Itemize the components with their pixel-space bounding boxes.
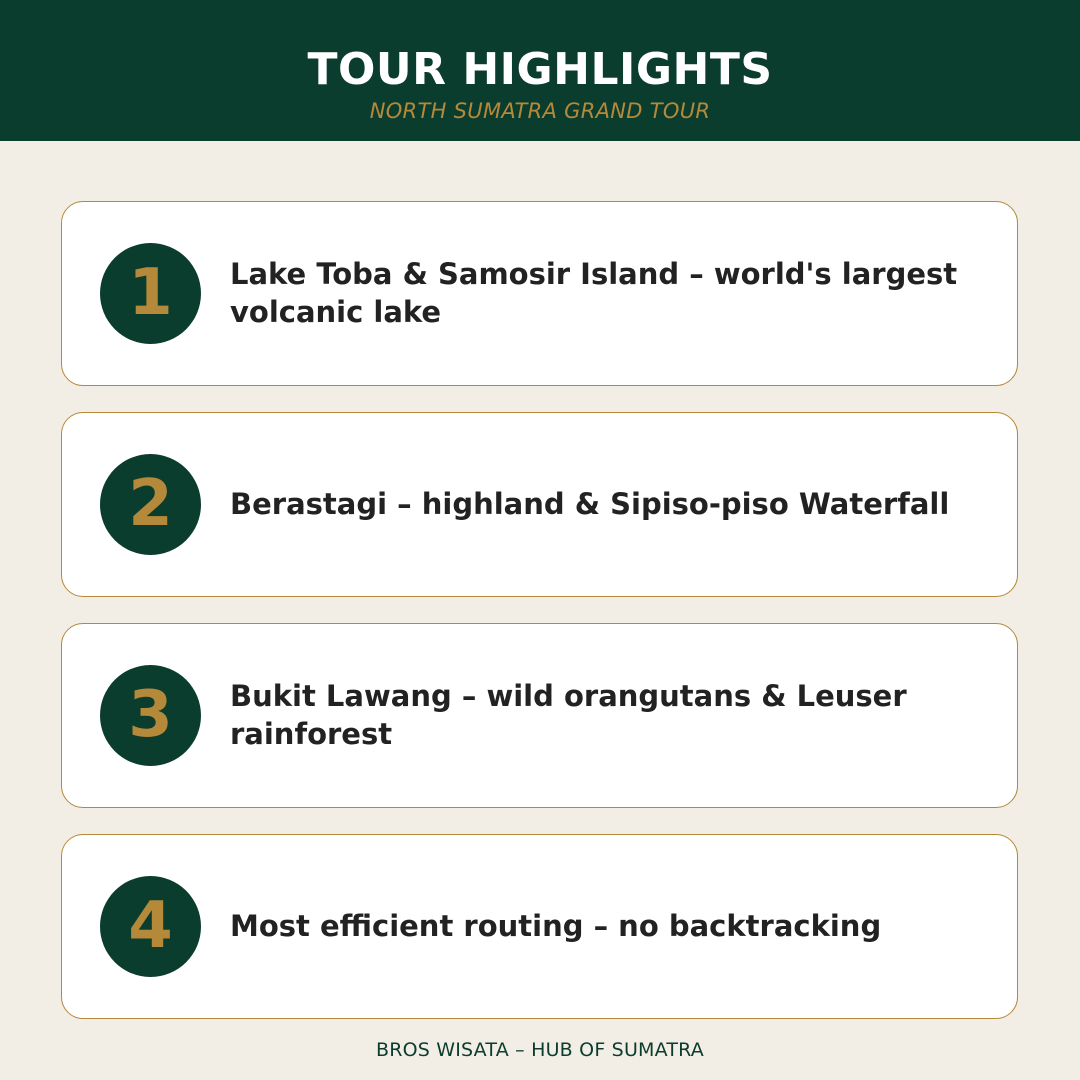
highlight-card-3 <box>61 623 1018 808</box>
highlight-number-badge: 1 <box>100 243 201 344</box>
highlight-card-4 <box>61 834 1018 1019</box>
highlight-number-badge: 2 <box>100 454 201 555</box>
footer-brand: BROS WISATA – HUB OF SUMATRA <box>375 1039 705 1061</box>
highlight-number-badge: 4 <box>100 876 201 977</box>
highlight-card-1 <box>61 201 1018 386</box>
highlight-text: Berastagi – highland & Sipiso-piso Waterfall <box>230 487 950 521</box>
highlight-card-2 <box>61 412 1018 597</box>
highlight-text: Bukit Lawang – wild orangutans & Leuser rainforest <box>230 679 907 751</box>
page-title: TOUR HIGHLIGHTS <box>307 44 773 95</box>
highlight-text: Most efficient routing – no backtracking <box>230 909 882 943</box>
highlight-text: Lake Toba & Samosir Island – world's largest volcanic lake <box>230 257 958 329</box>
page-subtitle: NORTH SUMATRA GRAND TOUR <box>369 99 711 123</box>
highlight-number-badge: 3 <box>100 665 201 766</box>
header-banner <box>0 0 1080 141</box>
